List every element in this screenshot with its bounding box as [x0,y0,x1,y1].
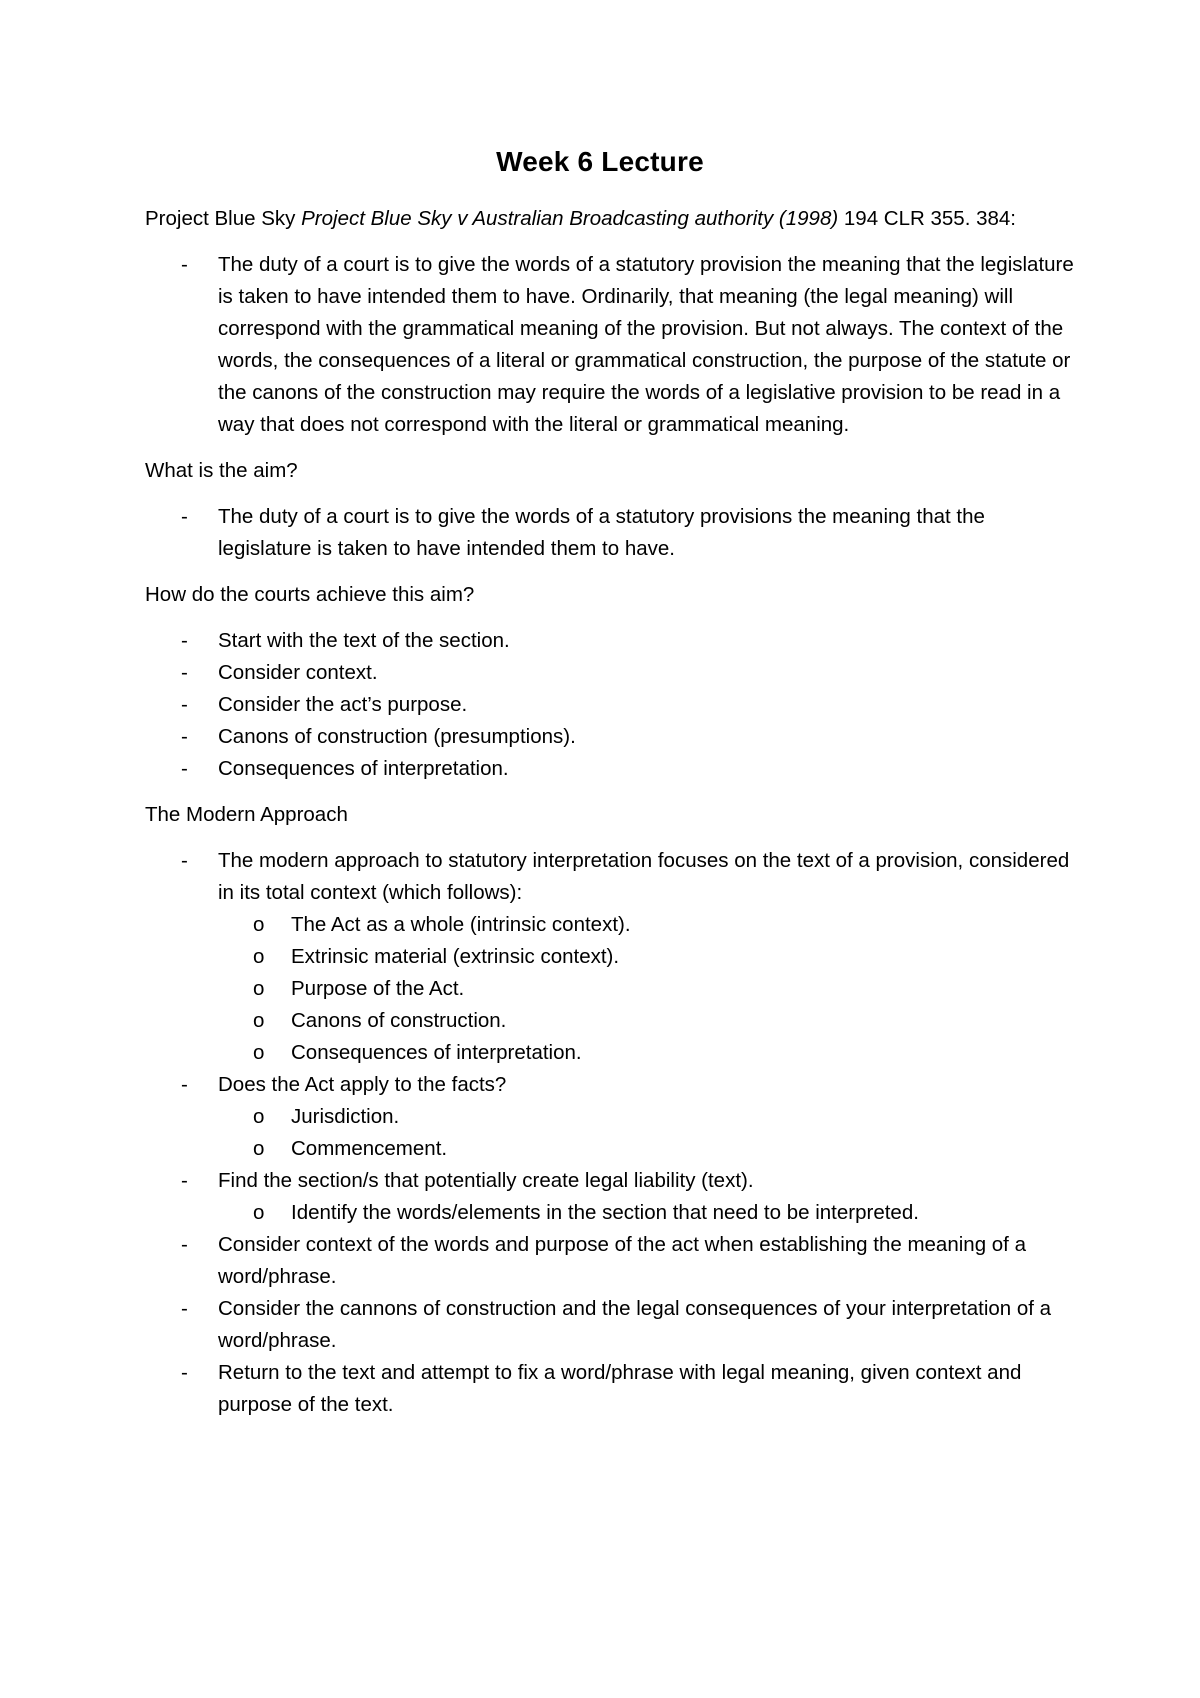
list-item [145,625,1075,657]
dash-bullet: - [181,693,188,716]
list-item [145,501,1075,565]
circle-bullet: o [253,977,265,1000]
sub-list-item [218,973,1075,1005]
list-item-text: The duty of a court is to give the words of a statutory provision the meaning that the legislature is taken to have intended them to have. Ordinarily, that meaning (the legal meaning) will correspond with the grammatical meaning of the provision. But not always. The context of the words, the consequences of a literal or grammatical construction, the purpose of the statute or the canons of the construction may require the words of a legislative provision to be read in a way that does not correspond with the literal or grammatical meaning. [218,253,1074,436]
list-item [145,1357,1075,1421]
modern-heading: The Modern Approach [145,803,348,826]
list-item-text: Find the section/s that potentially create legal liability (text). [218,1169,754,1192]
sub-list-item-text: Commencement. [291,1137,448,1160]
dash-bullet: - [181,1297,188,1320]
sub-list-item-text: The Act as a whole (intrinsic context). [291,913,631,936]
sub-list-item [218,1005,1075,1037]
list-item [145,845,1075,1069]
list-item [145,1229,1075,1293]
sub-list-item-text: Jurisdiction. [291,1105,400,1128]
list-item-text: Consider context of the words and purpose of the act when establishing the meaning of a word/phrase. [218,1233,1026,1288]
list-item [145,249,1075,441]
dash-bullet: - [181,1233,188,1256]
dash-bullet: - [181,661,188,684]
circle-bullet: o [253,1137,265,1160]
quote-list [145,249,1075,441]
intro-lead: Project Blue Sky [145,207,296,230]
dash-bullet: - [181,505,188,528]
sub-list-item [218,1197,1075,1229]
sub-list-item [218,909,1075,941]
dash-bullet: - [181,757,188,780]
dash-bullet: - [181,1169,188,1192]
achieve-list [145,625,1075,785]
list-item [145,657,1075,689]
aim-heading: What is the aim? [145,459,298,482]
circle-bullet: o [253,1105,265,1128]
list-item-text: Start with the text of the section. [218,629,510,652]
dash-bullet: - [181,725,188,748]
list-item [145,1165,1075,1229]
achieve-heading: How do the courts achieve this aim? [145,583,475,606]
circle-bullet: o [253,1009,265,1032]
intro-paragraph [145,203,1075,235]
dash-bullet: - [181,849,188,872]
sub-list-item-text: Consequences of interpretation. [291,1041,582,1064]
list-item [145,753,1075,785]
dash-bullet: - [181,1073,188,1096]
dash-bullet: - [181,1361,188,1384]
aim-list [145,501,1075,565]
sub-list [218,909,1075,1069]
page-title: Week 6 Lecture [496,146,704,177]
list-item [145,721,1075,753]
sub-list-item [218,1101,1075,1133]
sub-list [218,1197,1075,1229]
list-item-text: Canons of construction (presumptions). [218,725,576,748]
circle-bullet: o [253,1201,265,1224]
list-item-text: Consequences of interpretation. [218,757,509,780]
list-item [145,1069,1075,1165]
sub-list [218,1101,1075,1165]
list-item [145,689,1075,721]
modern-list [145,845,1075,1421]
list-item-text: Does the Act apply to the facts? [218,1073,507,1096]
dash-bullet: - [181,253,188,276]
sub-list-item [218,1133,1075,1165]
sub-list-item-text: Canons of construction. [291,1009,507,1032]
circle-bullet: o [253,1041,265,1064]
circle-bullet: o [253,913,265,936]
list-item [145,1293,1075,1357]
list-item-text: Consider the cannons of construction and the legal consequences of your interpretation of a word/phrase. [218,1297,1052,1352]
sub-list-item [218,1037,1075,1069]
list-item-text: Consider the act’s purpose. [218,693,468,716]
sub-list-item [218,941,1075,973]
sub-list-item-text: Purpose of the Act. [291,977,465,1000]
intro-citation: 194 CLR 355. 384: [843,207,1016,230]
document-body [145,203,1075,1421]
dash-bullet: - [181,629,188,652]
sub-list-item-text: Identify the words/elements in the section that need to be interpreted. [291,1201,919,1224]
list-item-text: The modern approach to statutory interpretation focuses on the text of a provision, considered in its total context (which follows): [218,849,1070,904]
list-item-text: The duty of a court is to give the words of a statutory provisions the meaning that the legislature is taken to have intended them to have. [218,505,985,560]
sub-list-item-text: Extrinsic material (extrinsic context). [291,945,620,968]
list-item-text: Return to the text and attempt to fix a word/phrase with legal meaning, given context and purpose of the text. [218,1361,1022,1416]
list-item-text: Consider context. [218,661,378,684]
intro-case-name: Project Blue Sky v Australian Broadcasting authority (1998) [301,207,839,230]
circle-bullet: o [253,945,265,968]
